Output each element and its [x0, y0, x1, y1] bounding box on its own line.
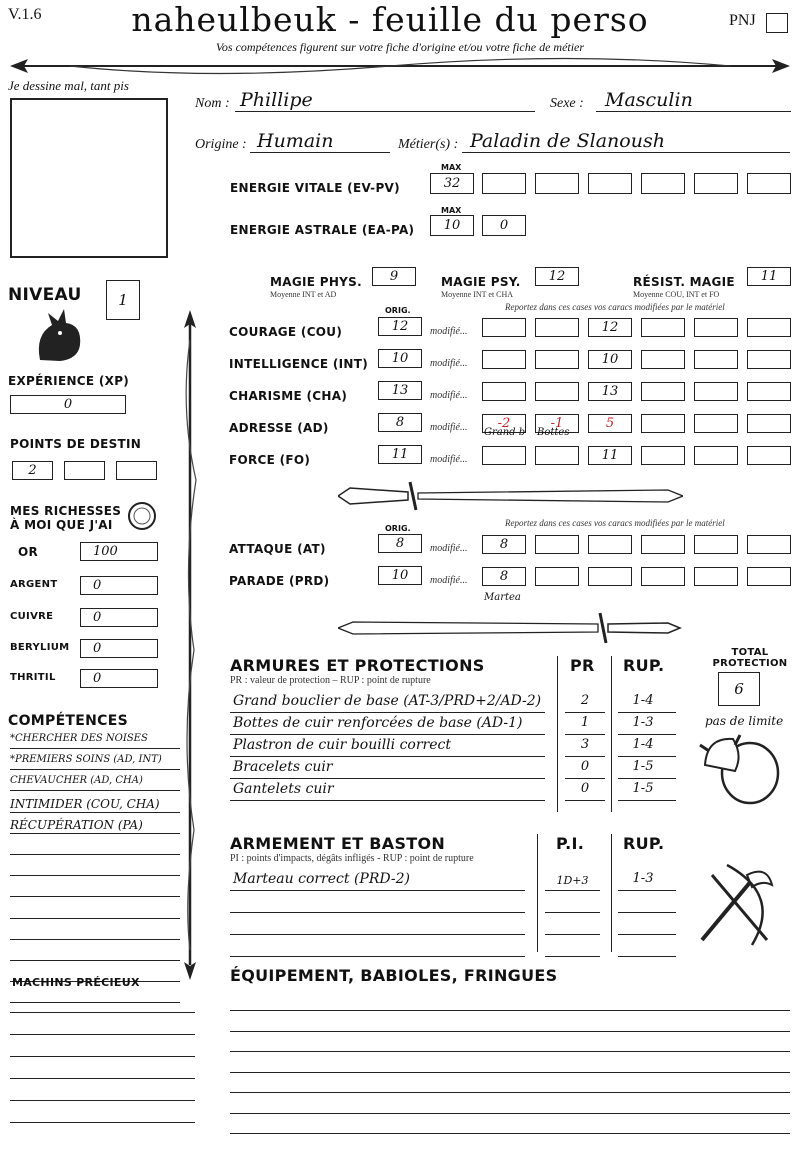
- nom-label: Nom :: [195, 96, 230, 111]
- competence-line-0: [10, 748, 180, 749]
- metier-label: Métier(s) :: [398, 137, 459, 152]
- competences-title: COMPÉTENCES: [8, 713, 128, 729]
- arme-rup-line-1: [618, 912, 676, 913]
- stat-2-mod-box-1[interactable]: [535, 382, 579, 401]
- stat-orig-2[interactable]: 13: [378, 381, 422, 400]
- stat-modifie-0: modifié...: [430, 326, 468, 337]
- arme-pi-line-2: [545, 934, 600, 935]
- stat-modifie-2: modifié...: [430, 390, 468, 401]
- competence-line-5: [10, 854, 180, 855]
- machins-line-0: [10, 1012, 195, 1013]
- money-label-3: BERYLIUM: [10, 642, 70, 653]
- destin-value[interactable]: 2: [12, 461, 53, 480]
- sheet-subtitle: Vos compétences figurent sur votre fiche d'origine et/ou votre fiche de métier: [215, 40, 585, 54]
- stat-4-mod-box-5[interactable]: [747, 446, 791, 465]
- armure-name-3[interactable]: Bracelets cuir: [233, 759, 333, 775]
- magie-phys[interactable]: 9: [372, 267, 416, 286]
- stat-4-mod-box-2[interactable]: 11: [588, 446, 632, 465]
- xp-value[interactable]: 0: [10, 395, 126, 414]
- total-protection[interactable]: 6: [718, 672, 760, 706]
- armure-rup-line-2: [618, 756, 676, 757]
- money-label-0: OR: [18, 545, 39, 559]
- ev-box-2[interactable]: [535, 173, 579, 194]
- stat-modifie-1: modifié...: [430, 358, 468, 369]
- sexe-label: Sexe :: [550, 96, 584, 111]
- armure-rup-4[interactable]: 1-5: [632, 781, 654, 796]
- pnj-label: PNJ: [729, 12, 756, 29]
- ea-max-label: MAX: [441, 206, 462, 215]
- parade-note: Martea: [484, 592, 521, 603]
- magie-psy-label: MAGIE PSY.: [441, 275, 521, 289]
- portrait-caption: Je dessine mal, tant pis: [8, 78, 129, 93]
- sexe-value[interactable]: Masculin: [605, 89, 693, 111]
- combat-orig-label: ORIG.: [385, 524, 411, 533]
- combat-orig-0[interactable]: 8: [378, 534, 422, 553]
- stat-3-mod-box-2[interactable]: 5: [588, 414, 632, 433]
- machins-line-4: [10, 1100, 195, 1101]
- competence-line-1: [10, 769, 180, 770]
- armure-rup-3[interactable]: 1-5: [632, 759, 654, 774]
- magie-psy[interactable]: 12: [535, 267, 579, 286]
- nom-line: [235, 111, 535, 112]
- stat-0-mod-box-2[interactable]: 12: [588, 318, 632, 337]
- ev-box-6[interactable]: [747, 173, 791, 194]
- equipement-title: ÉQUIPEMENT, BABIOLES, FRINGUES: [230, 966, 558, 985]
- money-label-4: THRITIL: [10, 672, 56, 683]
- ev-box-4[interactable]: [641, 173, 685, 194]
- shield-helmet-icon: [695, 725, 785, 810]
- competence-line-10: [10, 960, 180, 961]
- combat-report-note: Reportez dans ces cases vos caracs modifiées par le matériel: [505, 518, 725, 528]
- competence-line-7: [10, 896, 180, 897]
- machins-line-1: [10, 1034, 195, 1035]
- machins-title: MACHINS PRÉCIEUX: [12, 976, 140, 989]
- ev-box-1[interactable]: [482, 173, 526, 194]
- machins-line-3: [10, 1078, 195, 1079]
- machins-line-2: [10, 1056, 195, 1057]
- ad-note-1: Grand b: [484, 427, 526, 438]
- richesses-label-2: À MOI QUE J'AI: [10, 518, 113, 532]
- armures-col-divider-2: [611, 656, 612, 812]
- armure-pr-line-0: [565, 712, 605, 713]
- stat-4-mod-box-0[interactable]: [482, 446, 526, 465]
- armement-col-divider-1: [537, 834, 538, 952]
- portrait-box[interactable]: [10, 98, 168, 258]
- stat-orig-1[interactable]: 10: [378, 349, 422, 368]
- stat-label-1: INTELLIGENCE (INT): [229, 357, 368, 371]
- armure-pr-line-3: [565, 778, 605, 779]
- ea-max[interactable]: 10: [430, 215, 474, 236]
- total-protection-label: TOTAL PROTECTION: [712, 647, 788, 669]
- ad-note-2: Bottes: [537, 427, 570, 438]
- armure-line-4: [230, 800, 545, 801]
- equip-line-5: [230, 1113, 790, 1114]
- armure-pr-line-4: [565, 800, 605, 801]
- money-label-2: CUIVRE: [10, 611, 54, 622]
- machins-line-5: [10, 1122, 195, 1123]
- stat-0-mod-box-5[interactable]: [747, 318, 791, 337]
- combat-0-mod-box-5[interactable]: [747, 535, 791, 554]
- ev-box-5[interactable]: [694, 173, 738, 194]
- competence-line-8: [10, 918, 180, 919]
- arme-rup-line-3: [618, 956, 676, 957]
- ev-max[interactable]: 32: [430, 173, 474, 194]
- armure-line-1: [230, 734, 545, 735]
- equip-line-2: [230, 1051, 790, 1052]
- ev-label: ENERGIE VITALE (EV-PV): [230, 181, 400, 195]
- stat-0-mod-box-4[interactable]: [694, 318, 738, 337]
- ea-label: ENERGIE ASTRALE (EA-PA): [230, 223, 415, 237]
- stat-modifie-3: modifié...: [430, 422, 468, 433]
- armure-pr-3[interactable]: 0: [580, 759, 590, 774]
- stat-3-mod-box-4[interactable]: [694, 414, 738, 433]
- equip-line-4: [230, 1092, 790, 1093]
- nom-value[interactable]: Phillipe: [240, 89, 313, 111]
- competence-1[interactable]: *PREMIERS SOINS (AD, INT): [10, 754, 162, 766]
- stat-1-mod-box-4[interactable]: [694, 350, 738, 369]
- sexe-line: [596, 111, 791, 112]
- armure-line-0: [230, 712, 545, 713]
- competence-2[interactable]: CHEVAUCHER (AD, CHA): [10, 775, 143, 787]
- combat-label-0: ATTAQUE (AT): [229, 542, 326, 556]
- stat-2-mod-box-5[interactable]: [747, 382, 791, 401]
- armure-name-2[interactable]: Plastron de cuir bouilli correct: [233, 737, 451, 753]
- equip-line-1: [230, 1031, 790, 1032]
- combat-1-mod-box-5[interactable]: [747, 567, 791, 586]
- combat-0-mod-box-4[interactable]: [694, 535, 738, 554]
- magie-phys-label: MAGIE PHYS.: [270, 275, 362, 289]
- resist-magie[interactable]: 11: [747, 267, 791, 286]
- destin-box-3[interactable]: [116, 461, 157, 480]
- armures-note: PR : valeur de protection – RUP : point de rupture: [230, 675, 431, 686]
- money-value-3[interactable]: 0: [80, 639, 158, 658]
- combat-modifie-0: modifié...: [430, 543, 468, 554]
- combat-1-mod-box-4[interactable]: [694, 567, 738, 586]
- version-label: V.1.6: [8, 6, 42, 23]
- armement-rup-header: RUP.: [623, 834, 665, 853]
- dragon-icon: [30, 305, 90, 365]
- armure-rup-2[interactable]: 1-4: [632, 737, 654, 752]
- competence-line-3: [10, 812, 180, 813]
- resist-note: Moyenne COU, INT et FO: [633, 290, 720, 299]
- ea-current[interactable]: 0: [482, 215, 526, 236]
- stat-modifie-4: modifié...: [430, 454, 468, 465]
- money-label-1: ARGENT: [10, 579, 58, 590]
- ev-box-3[interactable]: [588, 173, 632, 194]
- competence-line-6: [10, 875, 180, 876]
- sheet-title: naheulbeuk - feuille du perso: [131, 0, 649, 39]
- armement-pi-header: P.I.: [556, 834, 585, 853]
- pnj-checkbox[interactable]: [766, 13, 788, 33]
- competence-3[interactable]: INTIMIDER (COU, CHA): [10, 796, 160, 811]
- competence-0[interactable]: *CHERCHER DES NOISES: [10, 733, 148, 744]
- no-limit-label: pas de limite: [705, 714, 784, 728]
- spear-divider: [10, 53, 790, 79]
- competence-line-2: [10, 790, 180, 791]
- armure-name-1[interactable]: Bottes de cuir renforcées de base (AD-1): [233, 715, 523, 731]
- arme-rup-0[interactable]: 1-3: [632, 871, 654, 886]
- stat-4-mod-box-1[interactable]: [535, 446, 579, 465]
- arme-rup-line-0: [618, 890, 676, 891]
- niveau-value[interactable]: 1: [106, 280, 140, 320]
- resist-label: RÉSIST. MAGIE: [633, 275, 735, 289]
- competence-line-9: [10, 939, 180, 940]
- arme-line-3: [230, 956, 525, 957]
- stat-1-mod-box-2[interactable]: 10: [588, 350, 632, 369]
- combat-0-mod-box-2[interactable]: [588, 535, 632, 554]
- sword-ornament-1: [338, 478, 683, 514]
- combat-1-mod-box-0[interactable]: 8: [482, 567, 526, 586]
- armure-rup-line-1: [618, 734, 676, 735]
- metier-line: [462, 152, 790, 153]
- armure-line-2: [230, 756, 545, 757]
- stat-1-mod-box-3[interactable]: [641, 350, 685, 369]
- stat-2-mod-box-2[interactable]: 13: [588, 382, 632, 401]
- armure-pr-4[interactable]: 0: [580, 781, 590, 796]
- equip-line-3: [230, 1072, 790, 1073]
- combat-0-mod-box-0[interactable]: 8: [482, 535, 526, 554]
- armures-rup-header: RUP.: [623, 656, 665, 675]
- stat-1-mod-box-0[interactable]: [482, 350, 526, 369]
- stat-0-mod-box-3[interactable]: [641, 318, 685, 337]
- armures-pr-header: PR: [570, 656, 595, 675]
- arme-pi-line-3: [545, 956, 600, 957]
- stat-label-0: COURAGE (COU): [229, 325, 343, 339]
- armure-rup-line-3: [618, 778, 676, 779]
- origine-value[interactable]: Humain: [257, 130, 334, 152]
- niveau-label: NIVEAU: [8, 285, 82, 305]
- combat-1-mod-box-3[interactable]: [641, 567, 685, 586]
- armure-pr-1[interactable]: 1: [580, 715, 590, 730]
- origine-line: [250, 152, 390, 153]
- richesses-label-1: MES RICHESSES: [10, 504, 122, 518]
- stat-orig-0[interactable]: 12: [378, 317, 422, 336]
- competence-line-4: [10, 833, 180, 834]
- arme-line-1: [230, 912, 525, 913]
- armure-pr-2[interactable]: 3: [580, 737, 590, 752]
- armure-rup-0[interactable]: 1-4: [632, 693, 654, 708]
- stat-3-mod-box-5[interactable]: [747, 414, 791, 433]
- stat-orig-4[interactable]: 11: [378, 445, 422, 464]
- combat-label-1: PARADE (PRD): [229, 574, 330, 588]
- metier-value[interactable]: Paladin de Slanoush: [470, 130, 665, 152]
- arme-pi-line-0: [545, 890, 600, 891]
- combat-1-mod-box-2[interactable]: [588, 567, 632, 586]
- stat-label-4: FORCE (FO): [229, 453, 311, 467]
- stat-3-mod-box-1[interactable]: -1: [535, 414, 579, 433]
- armures-title: ARMURES ET PROTECTIONS: [230, 656, 485, 675]
- stats-orig-label: ORIG.: [385, 306, 411, 315]
- money-value-0[interactable]: 100: [80, 542, 158, 561]
- combat-modifie-1: modifié...: [430, 575, 468, 586]
- stats-report-note: Reportez dans ces cases vos caracs modifiées par le matériel: [505, 302, 725, 312]
- stat-1-mod-box-1[interactable]: [535, 350, 579, 369]
- armure-pr-line-2: [565, 756, 605, 757]
- weapons-icon: [692, 855, 787, 950]
- armure-name-0[interactable]: Grand bouclier de base (AT-3/PRD+2/AD-2): [233, 693, 542, 709]
- stat-0-mod-box-1[interactable]: [535, 318, 579, 337]
- armement-col-divider-2: [611, 834, 612, 952]
- armure-rup-line-4: [618, 800, 676, 801]
- stat-1-mod-box-5[interactable]: [747, 350, 791, 369]
- ev-max-label: MAX: [441, 163, 462, 172]
- stat-2-mod-box-4[interactable]: [694, 382, 738, 401]
- stat-3-mod-box-3[interactable]: [641, 414, 685, 433]
- armure-name-4[interactable]: Gantelets cuir: [233, 781, 334, 797]
- origine-label: Origine :: [195, 137, 247, 152]
- stat-3-mod-box-0[interactable]: -2: [482, 414, 526, 433]
- equip-line-0: [230, 1010, 790, 1011]
- stat-2-mod-box-0[interactable]: [482, 382, 526, 401]
- spear-ornament: [180, 310, 200, 980]
- armure-rup-1[interactable]: 1-3: [632, 715, 654, 730]
- arme-name-0[interactable]: Marteau correct (PRD-2): [233, 871, 410, 887]
- competence-4[interactable]: RÉCUPÉRATION (PA): [10, 817, 143, 832]
- armure-pr-0[interactable]: 2: [580, 693, 590, 708]
- armure-pr-line-1: [565, 734, 605, 735]
- stat-2-mod-box-3[interactable]: [641, 382, 685, 401]
- money-value-2[interactable]: 0: [80, 608, 158, 627]
- destin-box-2[interactable]: [64, 461, 105, 480]
- arme-pi-0[interactable]: 1D+3: [556, 874, 589, 887]
- destin-label: POINTS DE DESTIN: [10, 437, 142, 451]
- stat-0-mod-box-0[interactable]: [482, 318, 526, 337]
- stat-label-3: ADRESSE (AD): [229, 421, 329, 435]
- money-value-4[interactable]: 0: [80, 669, 158, 688]
- money-value-1[interactable]: 0: [80, 576, 158, 595]
- stat-4-mod-box-4[interactable]: [694, 446, 738, 465]
- arme-line-2: [230, 934, 525, 935]
- armement-note: PI : points d'impacts, dégâts infligés - RUP : point de rupture: [230, 853, 474, 864]
- armure-rup-line-0: [618, 712, 676, 713]
- equip-line-6: [230, 1133, 790, 1134]
- stat-4-mod-box-3[interactable]: [641, 446, 685, 465]
- arme-rup-line-2: [618, 934, 676, 935]
- arme-line-0: [230, 890, 525, 891]
- arme-pi-line-1: [545, 912, 600, 913]
- competence-line-12: [10, 1002, 180, 1003]
- combat-orig-1[interactable]: 10: [378, 566, 422, 585]
- magie-psy-note: Moyenne INT et CHA: [441, 290, 514, 299]
- coin-icon: [127, 501, 157, 531]
- magie-phys-note: Moyenne INT et AD: [270, 290, 337, 299]
- stat-orig-3[interactable]: 8: [378, 413, 422, 432]
- armures-col-divider-1: [557, 656, 558, 812]
- combat-0-mod-box-3[interactable]: [641, 535, 685, 554]
- combat-1-mod-box-1[interactable]: [535, 567, 579, 586]
- armure-line-3: [230, 778, 545, 779]
- combat-0-mod-box-1[interactable]: [535, 535, 579, 554]
- stat-label-2: CHARISME (CHA): [229, 389, 348, 403]
- armement-title: ARMEMENT ET BASTON: [230, 834, 446, 853]
- xp-label: EXPÉRIENCE (XP): [8, 374, 130, 388]
- sword-ornament-2: [338, 609, 683, 647]
